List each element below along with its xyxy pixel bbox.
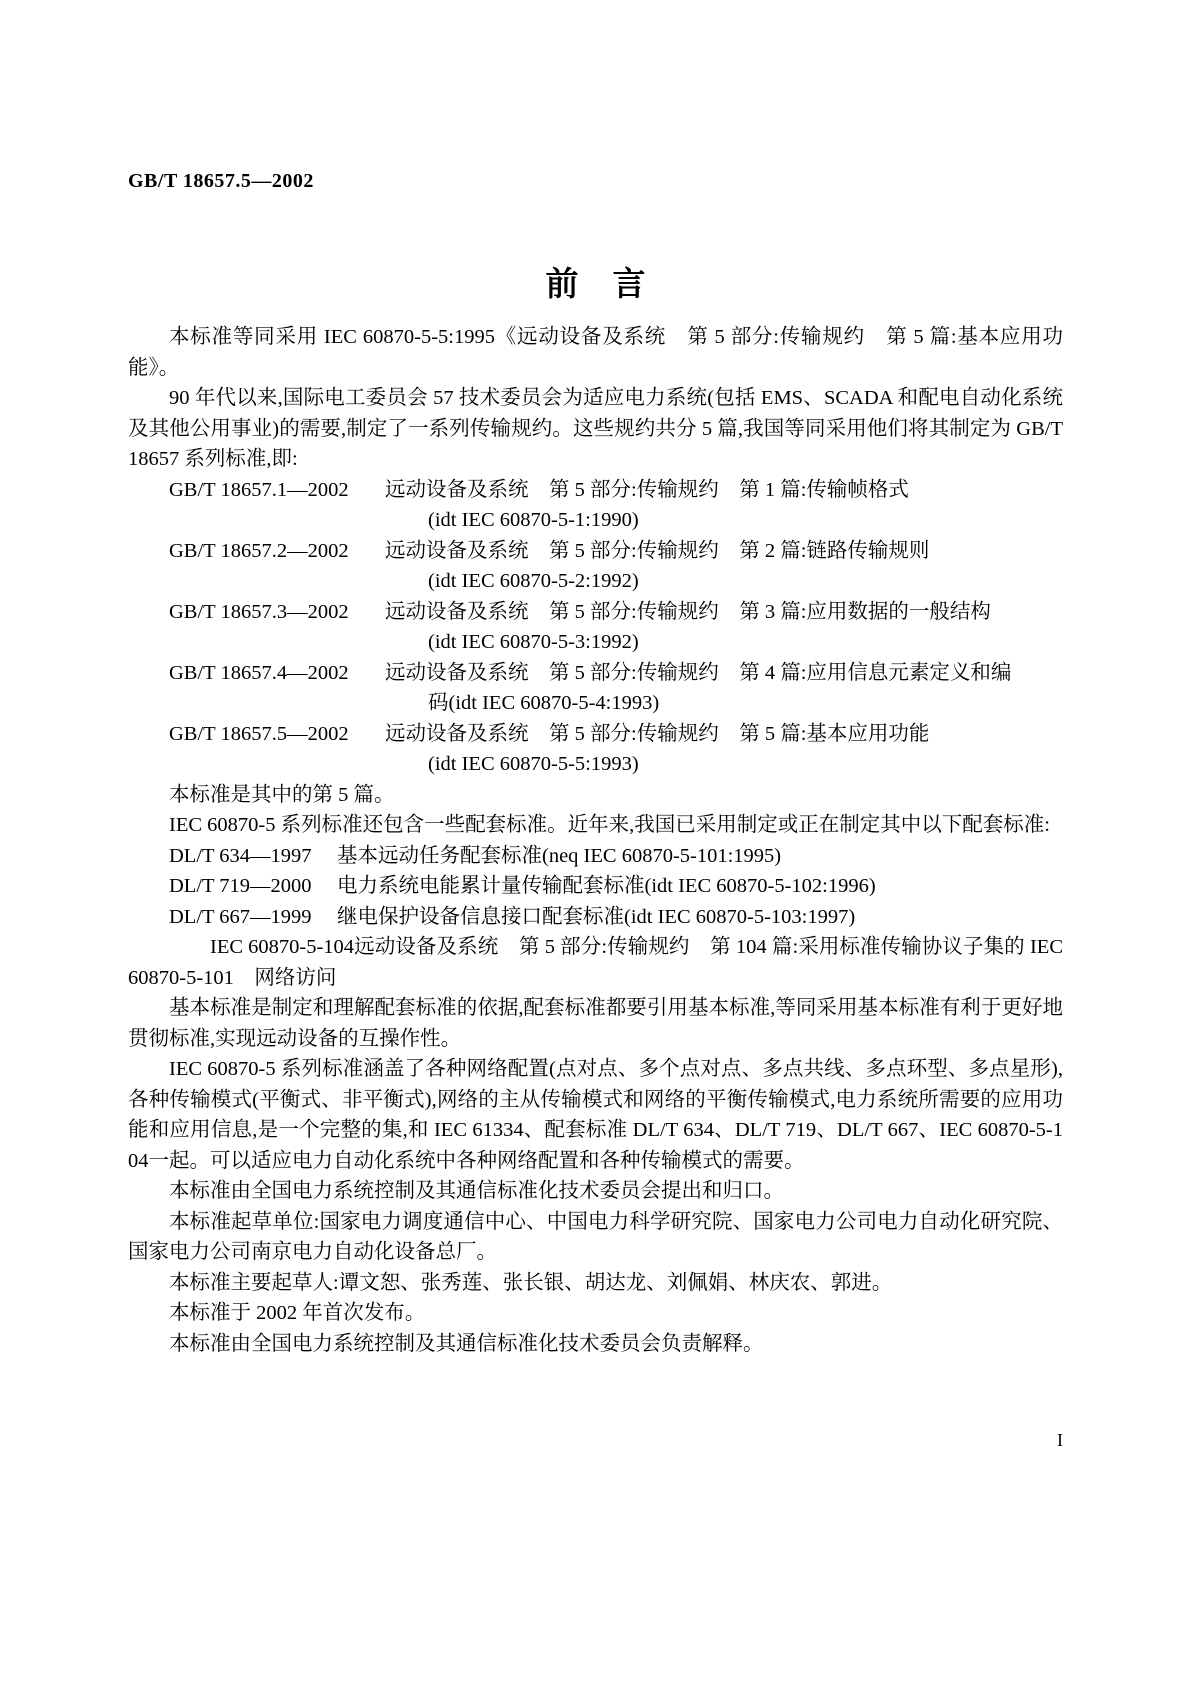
standard-code: IEC 60870-5-104	[210, 936, 355, 958]
list-item	[128, 597, 1063, 628]
standard-title: 远动设备及系统 第 5 部分:传输规约 第 3 篇:应用数据的一般结构	[385, 600, 991, 623]
page-number: I	[1057, 1430, 1063, 1450]
paragraph-this-part-is-fifth: 本标准是其中的第 5 篇。	[169, 783, 395, 806]
standard-equivalence: 码(idt IEC 60870-5-4:1993)	[428, 692, 660, 714]
standard-code: GB/T 18657.1—2002	[169, 478, 349, 501]
standard-code: DL/T 634—1997	[169, 844, 312, 867]
paragraph-history-series: 90 年代以来,国际电工委员会 57 技术委员会为适应电力系统(包括 EMS、SCADA 和配电自动化系统及其他公用事业)的需要,制定了一系列传输规约。这些规约共分 5 篇,我国等同采用他们将其制定为 GB/T 18657 系列标准,即:	[128, 387, 1063, 470]
standard-equivalence: (idt IEC 60870-5-2:1992)	[428, 570, 639, 592]
standard-title: 远动设备及系统 第 5 部分:传输规约 第 2 篇:链路传输规则	[385, 539, 930, 562]
standard-code: GB/T 18657.3—2002	[169, 600, 349, 623]
list-item	[128, 871, 1063, 902]
standard-title: 基本远动任务配套标准(neq IEC 60870-5-101:1995)	[337, 844, 782, 867]
page-title-foreword: 前言	[545, 267, 680, 303]
standard-title: 远动设备及系统 第 5 部分:传输规约 第 104 篇:采用标准传输协议子集的 IEC 60870-5-101 网络访问	[128, 936, 1063, 989]
paragraph-basic-standards-basis: 基本标准是制定和理解配套标准的依据,配套标准都要引用基本标准,等同采用基本标准有利于更好地贯彻标准,实现远动设备的互操作性。	[128, 997, 1063, 1050]
list-item	[128, 475, 1063, 506]
standard-title: 远动设备及系统 第 5 部分:传输规约 第 1 篇:传输帧格式	[385, 478, 909, 501]
paragraph-companion-standards-intro: IEC 60870-5 系列标准还包含一些配套标准。近年来,我国已采用制定或正在制定其中以下配套标准:	[169, 814, 1050, 836]
list-item	[128, 841, 1063, 872]
paragraph-drafting-organizations: 本标准起草单位:国家电力调度通信中心、中国电力科学研究院、国家电力公司电力自动化研究院、国家电力公司南京电力自动化设备总厂。	[128, 1210, 1063, 1263]
paragraph-adoption-statement: 本标准等同采用 IEC 60870-5-5:1995《远动设备及系统 第 5 部分:传输规约 第 5 篇:基本应用功能》。	[128, 326, 1063, 379]
paragraph-network-configurations: IEC 60870-5 系列标准涵盖了各种网络配置(点对点、多个点对点、多点共线、多点环型、多点星形),各种传输模式(平衡式、非平衡式),网络的主从传输模式和网络的平衡传输模式,电力系统所需要的应用功能和应用信息,是一个完整的集,和 IEC 61334、配套标准 DL/T 634、DL/T 719、DL/T 667、IEC 60870-5-104一起。可以适应电力自动化系统中各种网络配置和各种传输模式的需要。	[128, 1058, 1063, 1172]
list-item	[128, 902, 1063, 933]
standard-title: 远动设备及系统 第 5 部分:传输规约 第 4 篇:应用信息元素定义和编	[385, 661, 1012, 684]
list-item-iec-104	[128, 932, 1063, 993]
paragraph-principal-drafters: 本标准主要起草人:谭文恕、张秀莲、张长银、胡达龙、刘佩娟、林庆农、郭进。	[169, 1271, 893, 1294]
standard-code: DL/T 719—2000	[169, 875, 312, 897]
standard-code: GB/T 18657.5—2002	[169, 722, 349, 745]
standard-title: 继电保护设备信息接口配套标准(idt IEC 60870-5-103:1997)	[337, 905, 856, 928]
list-item	[128, 658, 1063, 689]
foreword-body	[128, 322, 1063, 1359]
standard-code: GB/T 18657.2—2002	[169, 539, 349, 562]
standard-code: GB/T 18657.4—2002	[169, 661, 349, 684]
dl-standards-list	[128, 841, 1063, 994]
standard-equivalence: (idt IEC 60870-5-1:1990)	[428, 509, 639, 531]
list-item	[128, 719, 1063, 750]
paragraph-interpretation-authority: 本标准由全国电力系统控制及其通信标准化技术委员会负责解释。	[169, 1332, 764, 1355]
standard-title: 远动设备及系统 第 5 部分:传输规约 第 5 篇:基本应用功能	[385, 722, 930, 745]
paragraph-proposing-committee: 本标准由全国电力系统控制及其通信标准化技术委员会提出和归口。	[169, 1180, 784, 1202]
standard-title: 电力系统电能累计量传输配套标准(idt IEC 60870-5-102:1996)	[337, 875, 876, 897]
running-header-standard-number: GB/T 18657.5—2002	[128, 170, 314, 192]
standard-code: DL/T 667—1999	[169, 905, 312, 928]
paragraph-first-published: 本标准于 2002 年首次发布。	[169, 1302, 426, 1324]
gb-standards-list	[128, 475, 1063, 780]
list-item	[128, 536, 1063, 567]
standard-equivalence: (idt IEC 60870-5-3:1992)	[428, 631, 639, 653]
standard-equivalence: (idt IEC 60870-5-5:1993)	[428, 753, 639, 775]
